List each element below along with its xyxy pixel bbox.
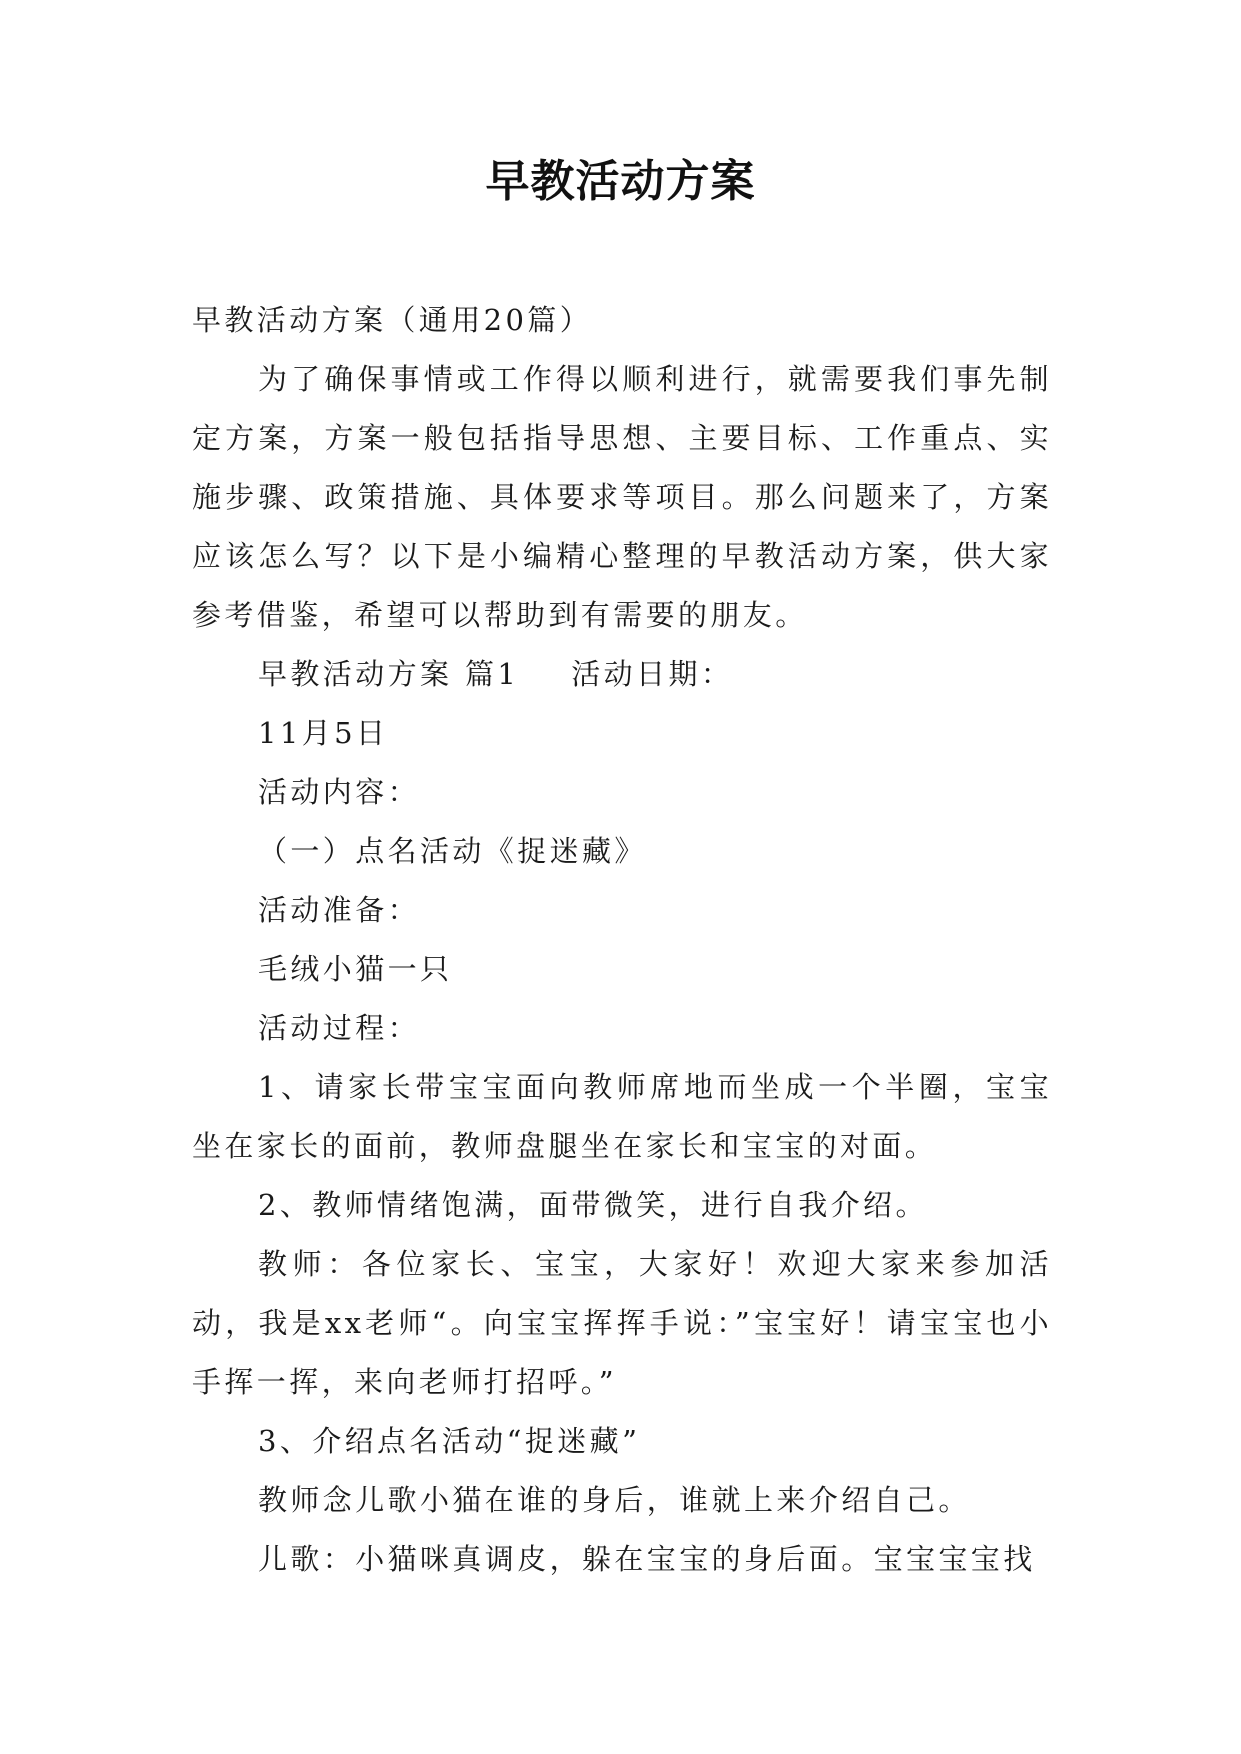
rhyme-paragraph: 儿歌：小猫咪真调皮，躲在宝宝的身后面。宝宝宝宝找: [258, 1542, 1036, 1576]
date-value: 11月5日: [258, 716, 389, 750]
document-subtitle: 早教活动方案（通用20篇）: [192, 303, 593, 337]
intro-paragraph: 为了确保事情或工作得以顺利进行，就需要我们事先制定方案，方案一般包括指导思想、主要目标、工作重点、实施步骤、政策措施、具体要求等项目。那么问题来了，方案应该怎么写？以下是小编精心整理的早教活动方案，供大家参考借鉴，希望可以帮助到有需要的朋友。: [192, 362, 1052, 632]
process-label: 活动过程：: [258, 1011, 421, 1045]
step-2-paragraph: 2、教师情绪饱满，面带微笑，进行自我介绍。: [258, 1188, 928, 1222]
teacher-speech-paragraph: 教师：各位家长、宝宝，大家好！欢迎大家来参加活动，我是xx老师“。向宝宝挥挥手说：”宝宝好！请宝宝也小手挥一挥，来向老师打招呼。”: [192, 1247, 1052, 1399]
step-3-paragraph: 3、介绍点名活动“捉迷藏”: [258, 1424, 641, 1458]
prep-label: 活动准备：: [258, 893, 421, 927]
rhyme-intro-paragraph: 教师念儿歌小猫在谁的身后，谁就上来介绍自己。: [258, 1483, 971, 1517]
section-one-heading: （一）点名活动《捉迷藏》: [258, 834, 647, 868]
prep-value: 毛绒小猫一只: [258, 952, 453, 986]
step-1-paragraph: 1、请家长带宝宝面向教师席地而坐成一个半圈，宝宝坐在家长的面前，教师盘腿坐在家长和宝宝的对面。: [192, 1070, 1052, 1163]
content-label: 活动内容：: [258, 775, 421, 809]
document-body: [192, 291, 1052, 1589]
document-title: 早教活动方案: [485, 156, 756, 207]
article-heading-line: [192, 645, 1052, 704]
article-heading: 早教活动方案 篇1: [258, 657, 520, 691]
date-label: 活动日期：: [571, 657, 734, 691]
